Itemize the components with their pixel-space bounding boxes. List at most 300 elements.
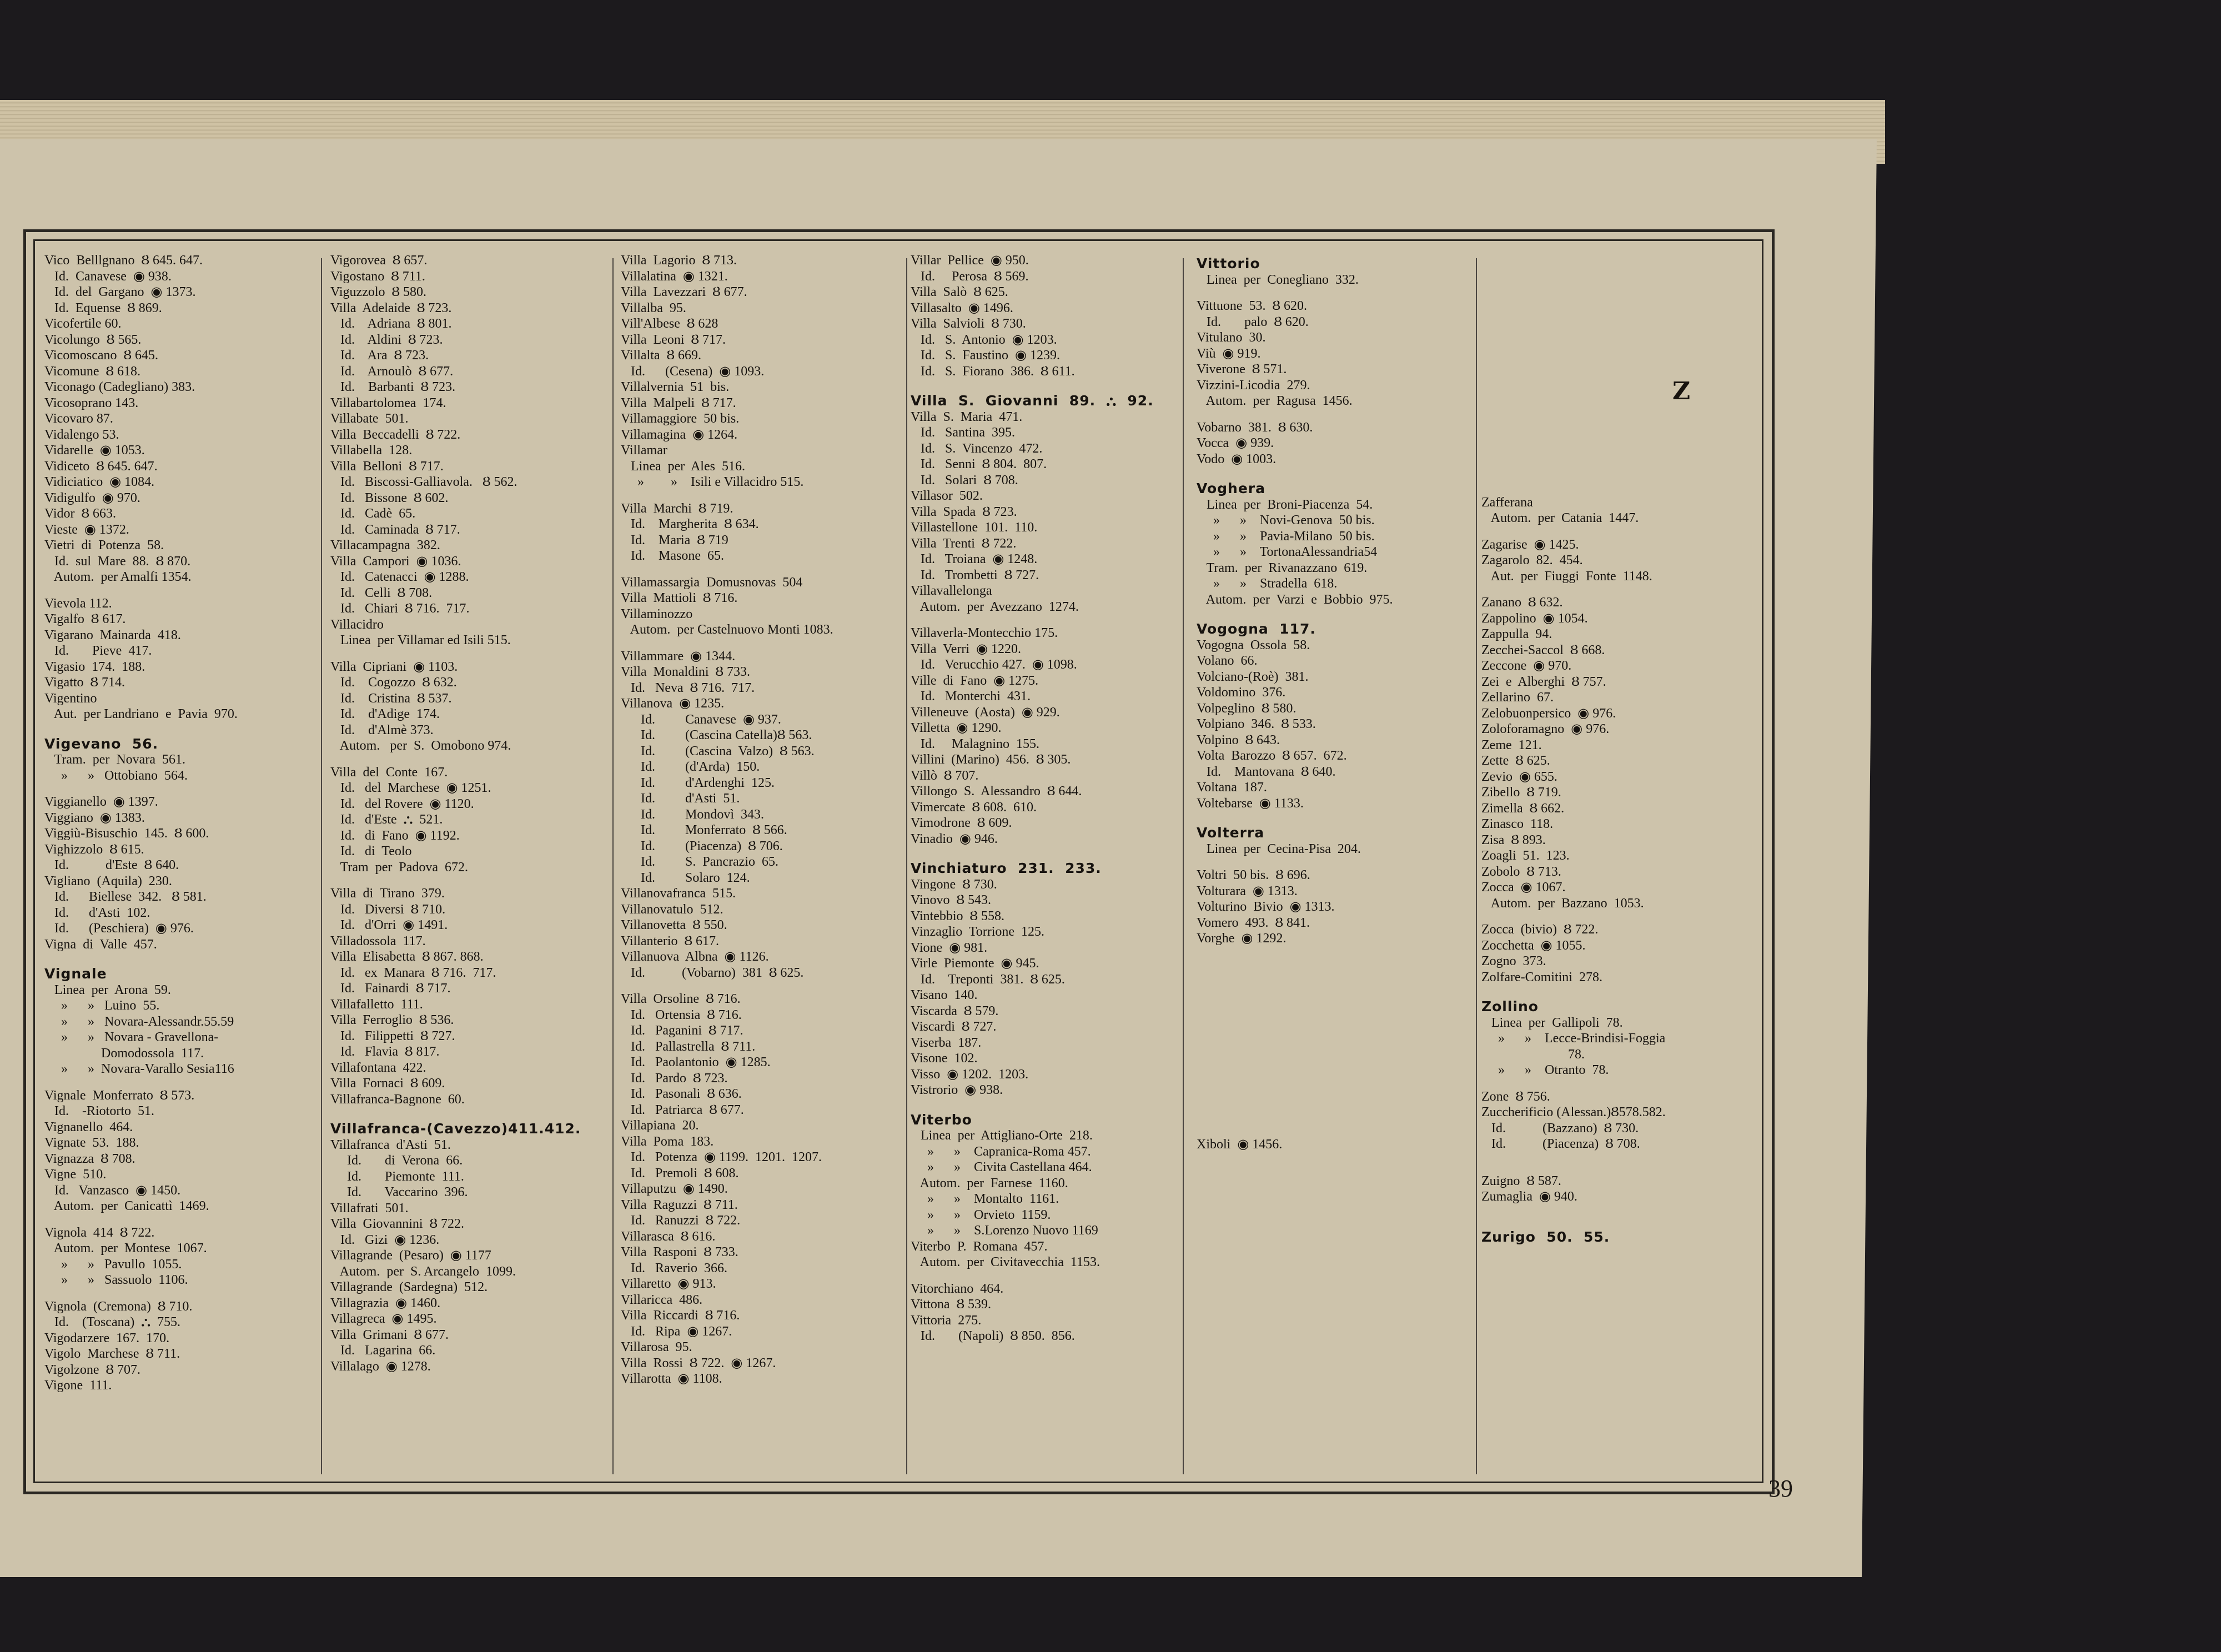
index-entry: Id. Malagnino 155. (911, 736, 1039, 751)
index-entry: Villa Campori ◉ 1036. (330, 554, 461, 569)
index-entry: Id. Pieve 417. (44, 644, 152, 658)
index-entry: » » TortonaAlessandria54 (1197, 545, 1378, 559)
entry-spacer (1481, 1078, 1759, 1089)
entry-spacer (1481, 584, 1759, 595)
index-entry: Linea per Villamar ed Isili 515. (330, 633, 511, 647)
index-entry: Villarotta ◉ 1108. (621, 1372, 722, 1386)
column-rule (1476, 258, 1477, 1474)
entry-spacer (1481, 327, 1759, 337)
entry-spacer (621, 981, 904, 991)
index-entry: Id. Equense Ȣ 869. (44, 300, 162, 315)
index-entry: Id. Adriana Ȣ 801. (330, 317, 452, 331)
entry-spacer (1197, 811, 1477, 822)
index-entry: Vomero 493. Ȣ 841. (1197, 915, 1310, 930)
index-entry: Vignate 53. 188. (44, 1136, 139, 1150)
index-entry: Id. Caminada Ȣ 717. (330, 522, 460, 537)
index-entry: Id. (Cascina Valzo) Ȣ 563. (621, 744, 815, 759)
entry-spacer (1481, 316, 1759, 327)
entry-spacer (1481, 253, 1759, 263)
index-entry: Viscarda Ȣ 579. (911, 1003, 999, 1018)
index-entry: Villa Fornaci Ȣ 609. (330, 1076, 445, 1091)
index-entry: Linea per Gallipoli 78. (1481, 1015, 1623, 1030)
index-entry: Zecchei-Saccol Ȣ 668. (1481, 642, 1605, 657)
index-entry: Id. Potenza ◉ 1199. 1201. 1207. (621, 1150, 822, 1164)
index-entry: Vignola (Cremona) Ȣ 710. (44, 1299, 193, 1314)
index-entry: » » Montalto 1161. (911, 1192, 1059, 1206)
index-entry: Voltebarse ◉ 1133. (1197, 796, 1304, 811)
index-entry: Villongo S. Alessandro Ȣ 644. (911, 784, 1082, 799)
index-entry: Villa Adelaide Ȣ 723. (330, 300, 452, 315)
index-entry: Villa Lagorio Ȣ 713. (621, 253, 737, 268)
index-entry: » » Pavullo 1055. (44, 1257, 182, 1272)
section-heading: Vittorio (1197, 255, 1260, 272)
index-entry: Aut. per Landriano e Pavia 970. (44, 707, 238, 721)
index-entry: Vinadio ◉ 946. (911, 831, 998, 846)
index-entry: » » Isili e Villacidro 515. (621, 475, 804, 489)
index-entry: Id. Monferrato Ȣ 566. (621, 823, 787, 837)
entry-spacer (44, 784, 311, 794)
index-entry: Id. Verucchio 427. ◉ 1098. (911, 657, 1077, 672)
index-entry: Villa Marchi Ȣ 719. (621, 501, 733, 516)
index-entry: Villagrazia ◉ 1460. (330, 1296, 441, 1310)
index-entry: Id. (Cascina Catella)Ȣ 563. (621, 728, 812, 742)
index-entry: Vocca ◉ 939. (1197, 436, 1274, 450)
section-heading: Volterra (1197, 825, 1265, 841)
index-entry: Vorghe ◉ 1292. (1197, 931, 1287, 946)
index-entry: Villa Raguzzi Ȣ 711. (621, 1197, 738, 1212)
index-entry: Villagrande (Pesaro) ◉ 1177 (330, 1248, 491, 1263)
index-entry: Tram per Padova 672. (330, 860, 468, 875)
index-entry: » » Luino 55. (44, 998, 160, 1013)
index-entry: Id. S. Fiorano 386. Ȣ 611. (911, 364, 1075, 379)
index-entry: Vigalfo Ȣ 617. (44, 612, 126, 626)
index-entry: Id. (d'Arda) 150. (621, 760, 760, 774)
index-entry: Tram. per Novara 561. (44, 752, 185, 767)
index-entry: Villamassargia Domusnovas 504 (621, 575, 803, 590)
index-entry: » » Sassuolo 1106. (44, 1273, 188, 1287)
index-entry: Id. Paganini Ȣ 717. (621, 1023, 743, 1038)
index-entry: Zagarise ◉ 1425. (1481, 537, 1579, 552)
entry-spacer (1197, 1021, 1477, 1031)
index-entry: Id. del Marchese ◉ 1251. (330, 781, 491, 795)
index-entry: Id. Catenacci ◉ 1288. (330, 570, 469, 584)
entry-spacer (1197, 1052, 1477, 1063)
section-heading: Zollino (1481, 998, 1539, 1015)
index-entry: Villabartolomea 174. (330, 395, 446, 410)
index-entry: Viguzzolo Ȣ 580. (330, 285, 427, 299)
index-entry: Virle Piemonte ◉ 945. (911, 956, 1039, 971)
index-entry: Villacampagna 382. (330, 538, 440, 553)
index-entry: Id. d'Este Ȣ 640. (44, 858, 179, 872)
index-entry: Id. Bissone Ȣ 602. (330, 490, 449, 505)
section-heading: Vigevano 56. (44, 735, 159, 752)
index-entry: Vigostano Ȣ 711. (330, 269, 425, 284)
index-entry: Id. Premoli Ȣ 608. (621, 1166, 739, 1181)
entry-spacer (330, 649, 608, 659)
index-entry: » » Novara - Gravellona- (44, 1030, 219, 1045)
entry-spacer (1481, 911, 1759, 922)
index-entry: Autom. per Amalfi 1354. (44, 570, 192, 584)
index-entry: Villanovatulo 512. (621, 902, 723, 917)
index-entry: Villa Elisabetta Ȣ 867. 868. (330, 950, 484, 964)
index-entry: Villa Cipriani ◉ 1103. (330, 659, 458, 674)
index-entry: Id. -Riotorto 51. (44, 1104, 154, 1118)
entry-spacer (1481, 463, 1759, 474)
index-entry: Zogno 373. (1481, 954, 1546, 968)
section-heading: Vignale (44, 966, 107, 982)
index-entry: » » Novara-Alessandr.55.59 (44, 1014, 234, 1029)
index-entry: Villafranca-Bagnone 60. (330, 1092, 465, 1107)
section-heading: Vogogna 117. (1197, 621, 1316, 637)
index-entry: Villanova ◉ 1235. (621, 696, 725, 711)
index-entry: Zuccherificio (Alessan.)Ȣ578.582. (1481, 1105, 1666, 1119)
entry-spacer (1481, 1216, 1759, 1226)
entry-spacer (330, 1107, 608, 1118)
index-entry: Volciano-(Roè) 381. (1197, 669, 1309, 684)
index-entry: Vidigulfo ◉ 970. (44, 490, 140, 505)
index-entry: Id. Neva Ȣ 716. 717. (621, 680, 755, 695)
index-entry: Vizzini-Licodia 279. (1197, 378, 1310, 393)
index-entry: Id. Patriarca Ȣ 677. (621, 1102, 744, 1117)
entry-spacer (1481, 1152, 1759, 1163)
index-entry: Id. Canavese ◉ 938. (44, 269, 172, 284)
index-entry: Villanuova Albna ◉ 1126. (621, 950, 769, 964)
index-entry: Villarosa 95. (621, 1340, 692, 1354)
index-entry: Vittuone 53. Ȣ 620. (1197, 299, 1308, 313)
entry-spacer (44, 1214, 311, 1225)
index-entry: Villini (Marino) 456. Ȣ 305. (911, 752, 1071, 767)
index-entry: Vobarno 381. Ȣ 630. (1197, 420, 1313, 435)
entry-spacer (1197, 288, 1477, 298)
index-entry: Villaretto ◉ 913. (621, 1277, 716, 1291)
index-entry: Vitulano 30. (1197, 330, 1266, 345)
index-entry: Vighizzolo Ȣ 615. (44, 842, 144, 857)
entry-spacer (1481, 400, 1759, 410)
index-entry: » » Novara-Varallo Sesia116 (44, 1062, 234, 1076)
index-entry: Autom. per Canicattì 1469. (44, 1199, 209, 1213)
index-entry: Id. S. Pancrazio 65. (621, 855, 778, 869)
entry-spacer (1197, 467, 1477, 478)
index-entry: Vigentino (44, 691, 97, 706)
index-entry: Voltri 50 bis. Ȣ 696. (1197, 868, 1310, 882)
index-entry: Vigolzone Ȣ 707. (44, 1362, 141, 1377)
index-entry: Id. Biellese 342. Ȣ 581. (44, 890, 207, 904)
entry-spacer (1197, 409, 1477, 420)
index-entry: Vinovo Ȣ 543. (911, 893, 992, 907)
index-entry: Id. Raverio 366. (621, 1261, 727, 1276)
index-column-2 (330, 253, 608, 1483)
index-entry: Vicolungo Ȣ 565. (44, 332, 142, 347)
index-entry: Villa Rasponi Ȣ 733. (621, 1245, 738, 1259)
index-entry: Vigliano (Aquila) 230. (44, 873, 172, 888)
index-entry: Tram. per Rivanazzano 619. (1197, 560, 1368, 575)
index-entry: Vigasio 174. 188. (44, 659, 145, 674)
index-entry: Villafalletto 111. (330, 997, 423, 1012)
index-entry: Ville di Fano ◉ 1275. (911, 673, 1039, 688)
index-entry: Zobolo Ȣ 713. (1481, 864, 1561, 879)
index-entry: Vignale Monferrato Ȣ 573. (44, 1088, 195, 1103)
index-entry: Vieste ◉ 1372. (44, 522, 129, 537)
index-entry: Autom. per Catania 1447. (1481, 511, 1639, 525)
index-entry: Id. Mantovana Ȣ 640. (1197, 764, 1336, 779)
index-entry: Id. (Piacenza) Ȣ 708. (1481, 1137, 1640, 1151)
entry-spacer (1481, 442, 1759, 453)
entry-spacer (1197, 1063, 1477, 1073)
index-entry: Id. (Toscana) ⛬ 755. (44, 1315, 181, 1329)
index-entry: Vill'Albese Ȣ 628 (621, 317, 718, 331)
entry-spacer (1481, 1205, 1759, 1216)
index-entry: Villanovetta Ȣ 550. (621, 918, 727, 932)
index-entry: Id. S. Antonio ◉ 1203. (911, 332, 1057, 347)
index-entry: Vimodrone Ȣ 609. (911, 816, 1012, 830)
index-entry: Id. Senni Ȣ 804. 807. (911, 457, 1047, 471)
index-entry: Id. Mondovì 343. (621, 807, 764, 822)
index-entry: Viggianello ◉ 1397. (44, 795, 158, 809)
index-entry: Id. Biscossi-Galliavola. Ȣ 562. (330, 475, 517, 489)
index-entry: Villalvernia 51 bis. (621, 380, 730, 394)
entry-spacer (1197, 968, 1477, 978)
index-entry: Id. di Teolo (330, 844, 412, 858)
index-entry: Villanovafranca 515. (621, 886, 736, 901)
index-entry: Linea per Ales 516. (621, 459, 745, 474)
index-entry: Linea per Conegliano 332. (1197, 272, 1359, 287)
index-entry: Id. Fainardi Ȣ 717. (330, 981, 451, 996)
entry-spacer (1481, 431, 1759, 442)
index-entry: Vigarano Mainarda 418. (44, 627, 181, 642)
page-number: 39 (1768, 1475, 1793, 1502)
index-entry: Villa di Tirano 379. (330, 886, 445, 901)
section-heading: Zurigo 50. 55. (1481, 1228, 1610, 1245)
entry-spacer (1197, 1010, 1477, 1021)
index-entry: Villanterio Ȣ 617. (621, 933, 720, 948)
index-entry: Villalba 95. (621, 300, 686, 315)
index-entry: Zellarino 67. (1481, 690, 1554, 705)
index-entry: Villavallelonga (911, 584, 992, 598)
index-entry: Vimercate Ȣ 608. 610. (911, 800, 1037, 815)
index-entry: Vietri di Potenza 58. (44, 538, 164, 553)
index-entry: Zeccone ◉ 970. (1481, 659, 1572, 673)
index-entry: Id. Treponti 381. Ȣ 625. (911, 972, 1065, 987)
index-entry: Zocca ◉ 1067. (1481, 880, 1566, 895)
index-entry: Villafranca d'Asti 51. (330, 1137, 451, 1152)
column-rule (1183, 258, 1184, 1474)
index-entry: Viserba 187. (911, 1035, 982, 1050)
entry-spacer (1197, 1042, 1477, 1052)
index-entry: Id. Ortensia Ȣ 716. (621, 1007, 742, 1022)
index-entry: Villapiana 20. (621, 1118, 699, 1133)
entry-spacer (330, 875, 608, 886)
index-entry: Zanano Ȣ 632. (1481, 595, 1563, 610)
entry-spacer (621, 638, 904, 649)
index-entry: Id. d'Orri ◉ 1491. (330, 918, 448, 932)
index-entry: Viconago (Cadegliano) 383. (44, 380, 195, 394)
index-entry: Id. Cadè 65. (330, 506, 416, 521)
index-entry: Villafrati 501. (330, 1201, 409, 1216)
index-entry: Id. Cristina Ȣ 537. (330, 691, 452, 706)
index-entry: Autom. per Castelnuovo Monti 1083. (621, 622, 833, 637)
index-entry: Villa Giovannini Ȣ 722. (330, 1217, 465, 1231)
index-entry: Id. d'Asti 102. (44, 905, 150, 920)
index-entry: Id. Paolantonio ◉ 1285. (621, 1055, 771, 1069)
entry-spacer (911, 615, 1183, 625)
index-entry: Viscardi Ȣ 727. (911, 1020, 997, 1034)
index-entry: Vingone Ȣ 730. (911, 877, 997, 892)
index-entry: Vittona Ȣ 539. (911, 1297, 992, 1312)
index-entry: Autom. per Civitavecchia 1153. (911, 1255, 1101, 1269)
index-entry: Villa Trenti Ȣ 722. (911, 536, 1017, 551)
index-entry: Zappulla 94. (1481, 627, 1552, 641)
index-entry: Id. Trombetti Ȣ 727. (911, 568, 1039, 583)
entry-spacer (1481, 348, 1759, 358)
entry-spacer (1197, 978, 1477, 989)
index-entry: Id. Barbanti Ȣ 723. (330, 380, 456, 394)
entry-spacer (1481, 474, 1759, 484)
index-entry: Villaverla-Montecchio 175. (911, 626, 1058, 640)
index-entry: Id. Arnoulò Ȣ 677. (330, 364, 454, 379)
index-entry: » » Novi-Genova 50 bis. (1197, 513, 1375, 528)
index-entry: Vievola 112. (44, 596, 112, 611)
index-entry: Id. Vanzasco ◉ 1450. (44, 1183, 181, 1198)
index-entry: Id. palo Ȣ 620. (1197, 314, 1309, 329)
index-entry: Zolfare-Comitini 278. (1481, 970, 1602, 985)
index-entry: Viterbo P. Romana 457. (911, 1239, 1048, 1254)
index-entry: Vintebbio Ȣ 558. (911, 908, 1005, 923)
index-entry: Villagrande (Sardegna) 512. (330, 1280, 488, 1294)
index-entry: Autom. per Farnese 1160. (911, 1176, 1068, 1191)
index-entry: Villalago ◉ 1278. (330, 1359, 431, 1374)
index-entry: Villa Orsoline Ȣ 716. (621, 992, 741, 1006)
column-rule (906, 258, 907, 1474)
entry-spacer (1197, 1073, 1477, 1084)
section-heading: Villafranca-(Cavezzo)411.412. (330, 1121, 581, 1137)
index-entry: » » Capranica-Roma 457. (911, 1144, 1091, 1159)
index-entry: Zocchetta ◉ 1055. (1481, 938, 1586, 953)
column-rule (321, 258, 322, 1474)
index-entry: » » Otranto 78. (1481, 1063, 1609, 1077)
index-entry: » » Stradella 618. (1197, 576, 1338, 591)
index-entry: Zevio ◉ 655. (1481, 769, 1557, 784)
entry-spacer (1481, 410, 1759, 421)
index-entry: Volturino Bivio ◉ 1313. (1197, 900, 1335, 914)
section-heading: Viterbo (911, 1111, 972, 1128)
index-entry: Zelobuonpersico ◉ 976. (1481, 706, 1616, 721)
index-entry: Vicomune Ȣ 618. (44, 364, 141, 379)
index-entry: Villar Pellice ◉ 950. (911, 253, 1029, 268)
index-entry: Vitorchiano 464. (911, 1281, 1004, 1296)
index-entry: Villa Belloni Ȣ 717. (330, 459, 444, 474)
index-entry: Villalatina ◉ 1321. (621, 269, 728, 284)
entry-spacer (1481, 421, 1759, 431)
index-entry: Id. Troiana ◉ 1248. (911, 552, 1038, 566)
index-entry: Id. (Vobarno) 381 Ȣ 625. (621, 965, 804, 980)
index-entry: Vione ◉ 981. (911, 940, 988, 955)
index-entry: Id. Pallastrella Ȣ 711. (621, 1039, 756, 1054)
index-entry: Voldomino 376. (1197, 685, 1286, 700)
entry-spacer (621, 490, 904, 501)
index-entry: Villa Monaldini Ȣ 733. (621, 665, 751, 679)
index-entry: Id. Aldini Ȣ 723. (330, 332, 443, 347)
entry-spacer (44, 722, 311, 733)
index-entry: Villa Malpeli Ȣ 717. (621, 395, 736, 410)
entry-spacer (911, 379, 1183, 390)
index-entry: Zinasco 118. (1481, 817, 1554, 831)
index-entry: Visano 140. (911, 988, 978, 1002)
index-entry: Vignola 414 Ȣ 722. (44, 1225, 155, 1240)
entry-spacer (1197, 989, 1477, 1000)
index-entry: Id. Diversi Ȣ 710. (330, 902, 446, 917)
entry-spacer (1481, 305, 1759, 316)
index-entry: Vodo ◉ 1003. (1197, 451, 1277, 466)
entry-spacer (44, 585, 311, 596)
index-entry: Id. Perosa Ȣ 569. (911, 269, 1029, 284)
index-entry: Id. Piemonte 111. (330, 1169, 464, 1184)
index-entry: Vignazza Ȣ 708. (44, 1151, 135, 1166)
index-entry: Aut. per Fiuggi Fonte 1148. (1481, 569, 1652, 584)
entry-spacer (1481, 453, 1759, 463)
index-entry: Villa Rossi Ȣ 722. ◉ 1267. (621, 1355, 776, 1370)
index-entry: Vignanello 464. (44, 1119, 133, 1134)
index-entry: Volta Barozzo Ȣ 657. 672. (1197, 749, 1347, 763)
index-entry: Id. d'Este ⛬ 521. (330, 812, 443, 827)
index-column-4 (911, 253, 1183, 1483)
entry-spacer (621, 564, 904, 575)
index-entry: Vidiciatico ◉ 1084. (44, 475, 155, 489)
column-rule (612, 258, 614, 1474)
index-entry: Zuigno Ȣ 587. (1481, 1173, 1561, 1188)
index-entry: Villaputzu ◉ 1490. (621, 1182, 728, 1196)
entry-spacer (1197, 857, 1477, 867)
index-entry: » » Pavia-Milano 50 bis. (1197, 529, 1375, 544)
index-entry: Autom. per Avezzano 1274. (911, 599, 1079, 614)
entry-spacer (1481, 484, 1759, 495)
alphabet-letter-heading: Z (1672, 377, 1691, 405)
index-entry: Vigolo Marchese Ȣ 711. (44, 1347, 180, 1361)
index-entry: » » Lecce-Brindisi-Foggia (1481, 1031, 1666, 1046)
index-entry: Villabella 128. (330, 443, 413, 458)
index-entry: Id. Ripa ◉ 1267. (621, 1324, 732, 1339)
index-entry: Id. Solari Ȣ 708. (911, 473, 1018, 488)
index-entry: Id. d'Ardenghi 125. (621, 775, 775, 790)
index-entry: Zette Ȣ 625. (1481, 754, 1550, 768)
entry-spacer (1197, 1000, 1477, 1010)
index-entry: Zisa Ȣ 893. (1481, 832, 1546, 847)
index-entry: Villagreca ◉ 1495. (330, 1312, 437, 1326)
index-entry: Villa Spada Ȣ 723. (911, 504, 1017, 519)
index-entry: Villaminozzo (621, 606, 693, 621)
index-entry: Villa del Conte 167. (330, 765, 448, 780)
index-entry: Linea per Broni-Piacenza 54. (1197, 497, 1373, 512)
index-entry: Villamaggiore 50 bis. (621, 411, 740, 426)
entry-spacer (1197, 1084, 1477, 1094)
index-entry: Vittoria 275. (911, 1313, 982, 1328)
index-column-6 (1481, 253, 1759, 1483)
index-entry: » » Civita Castellana 464. (911, 1160, 1092, 1174)
index-entry: Id. Margherita Ȣ 634. (621, 517, 759, 531)
index-entry: Volano 66. (1197, 654, 1258, 668)
index-entry: Id. (Bazzano) Ȣ 730. (1481, 1121, 1639, 1136)
index-entry: Id. Pasonali Ȣ 636. (621, 1087, 742, 1101)
index-entry: Vico Belllgnano Ȣ 645. 647. (44, 253, 203, 268)
index-entry: Vigodarzere 167. 170. (44, 1330, 170, 1345)
entry-spacer (1481, 358, 1759, 369)
index-entry: Vicofertile 60. (44, 317, 122, 331)
index-entry: Vidiceto Ȣ 645. 647. (44, 459, 158, 474)
entry-spacer (44, 952, 311, 963)
index-entry: Zei e Alberghi Ȣ 757. (1481, 674, 1606, 689)
index-entry: Id. Celli Ȣ 708. (330, 585, 433, 600)
index-entry: Zoloforamagno ◉ 976. (1481, 722, 1610, 736)
entry-spacer (1481, 337, 1759, 348)
